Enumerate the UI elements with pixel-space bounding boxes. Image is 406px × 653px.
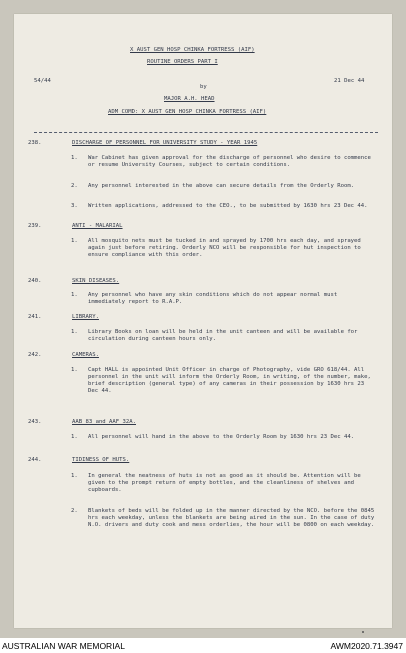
section-number: 244. [28,457,42,463]
section-number: 242. [28,352,42,358]
item-text: Blankets of beds will be folded up in the manner directed by the NCO. before the 0845 hrs each weekday, unless the blankets are being aired in the sun. In the case of duty N.O. drivers and duty cook and mess orderlies, the hour will be 0800 on each weekday. [88,508,375,528]
document-page [14,14,392,628]
paper-mark [362,631,364,633]
item-text: All personnel will hand in the above to the Orderly Room by 1630 hrs 23 Dec 44. [88,434,355,440]
item-text: Any personnel who have any skin conditions which do not appear normal must immediately report to R.A.P. [88,292,338,305]
item-number: 1. [71,329,78,335]
item-number: 2. [71,183,78,189]
item-text: All mosquito nets must be tucked in and sprayed by 1700 hrs each day, and sprayed again just before retiring. Orderly NCO will be responsible for hut inspection to ensure compliance with this order. [88,238,361,258]
section-title: AAB 83 and AAF 32A. [72,419,136,425]
section-number: 239. [28,223,42,229]
accession-number: AWM2020.71.3947 [330,641,403,651]
item-number: 1. [71,155,78,161]
unit-heading: X AUST GEN HOSP CHINKA FORTRESS (AIF) [130,47,255,53]
item-text: Any personnel interested in the above can secure details from the Orderly Room. [88,183,355,189]
item-number: 1. [71,367,78,373]
section-title: DISCHARGE OF PERSONNEL FOR UNIVERSITY STUDY - YEAR 1945 [72,140,258,146]
header-divider [34,132,378,133]
item-number: 1. [71,473,78,479]
item-text: Capt HALL is appointed Unit Officer in charge of Photography, vide GRO 618/44. All personnel in the unit will inform the Orderly Room, in writing, of the number, make, brief description (general type) of any cameras in their possession by 1630 hrs 23 Dec 44. [88,367,371,394]
section-number: 238. [28,140,42,146]
order-reference: 54/44 [34,78,51,84]
item-text: War Cabinet has given approval for the discharge of personnel who desire to commence or resume University Courses, subject to certain conditions. [88,155,371,168]
section-number: 243. [28,419,42,425]
item-number: 2. [71,508,78,514]
section-title: CAMERAS. [72,352,99,358]
routine-orders-document [14,14,392,628]
item-text: In general the neatness of huts is not as good as it should be. Attention will be given to the prompt return of empty bottles, and the cleanliness of shelves and cupboards. [88,473,361,493]
by-label: by [200,84,207,90]
section-title: LIBRARY. [72,314,99,320]
orders-title: ROUTINE ORDERS PART I [147,59,218,65]
section-title: SKIN DISEASES. [72,278,120,284]
item-text: Library Books on loan will be held in the unit canteen and will be available for circulation during canteen hours only. [88,329,358,342]
item-number: 1. [71,238,78,244]
archive-footer [0,638,406,653]
officer-name: MAJOR A.H. HEAD [164,96,215,102]
item-number: 3. [71,203,78,209]
section-number: 240. [28,278,42,284]
archive-credit: AUSTRALIAN WAR MEMORIAL [2,641,125,651]
item-number: 1. [71,292,78,298]
item-text: Written applications, addressed to the CEO., to be submitted by 1630 hrs 23 Dec 44. [88,203,368,209]
section-number: 241. [28,314,42,320]
section-title: TIDINESS OF HUTS. [72,457,130,463]
order-date: 21 Dec 44 [334,78,365,84]
section-title: ANTI - MALARIAL [72,223,123,229]
item-number: 1. [71,434,78,440]
command-line: ADM COMD: X AUST GEN HOSP CHINKA FORTRESS (AIF) [108,109,267,115]
